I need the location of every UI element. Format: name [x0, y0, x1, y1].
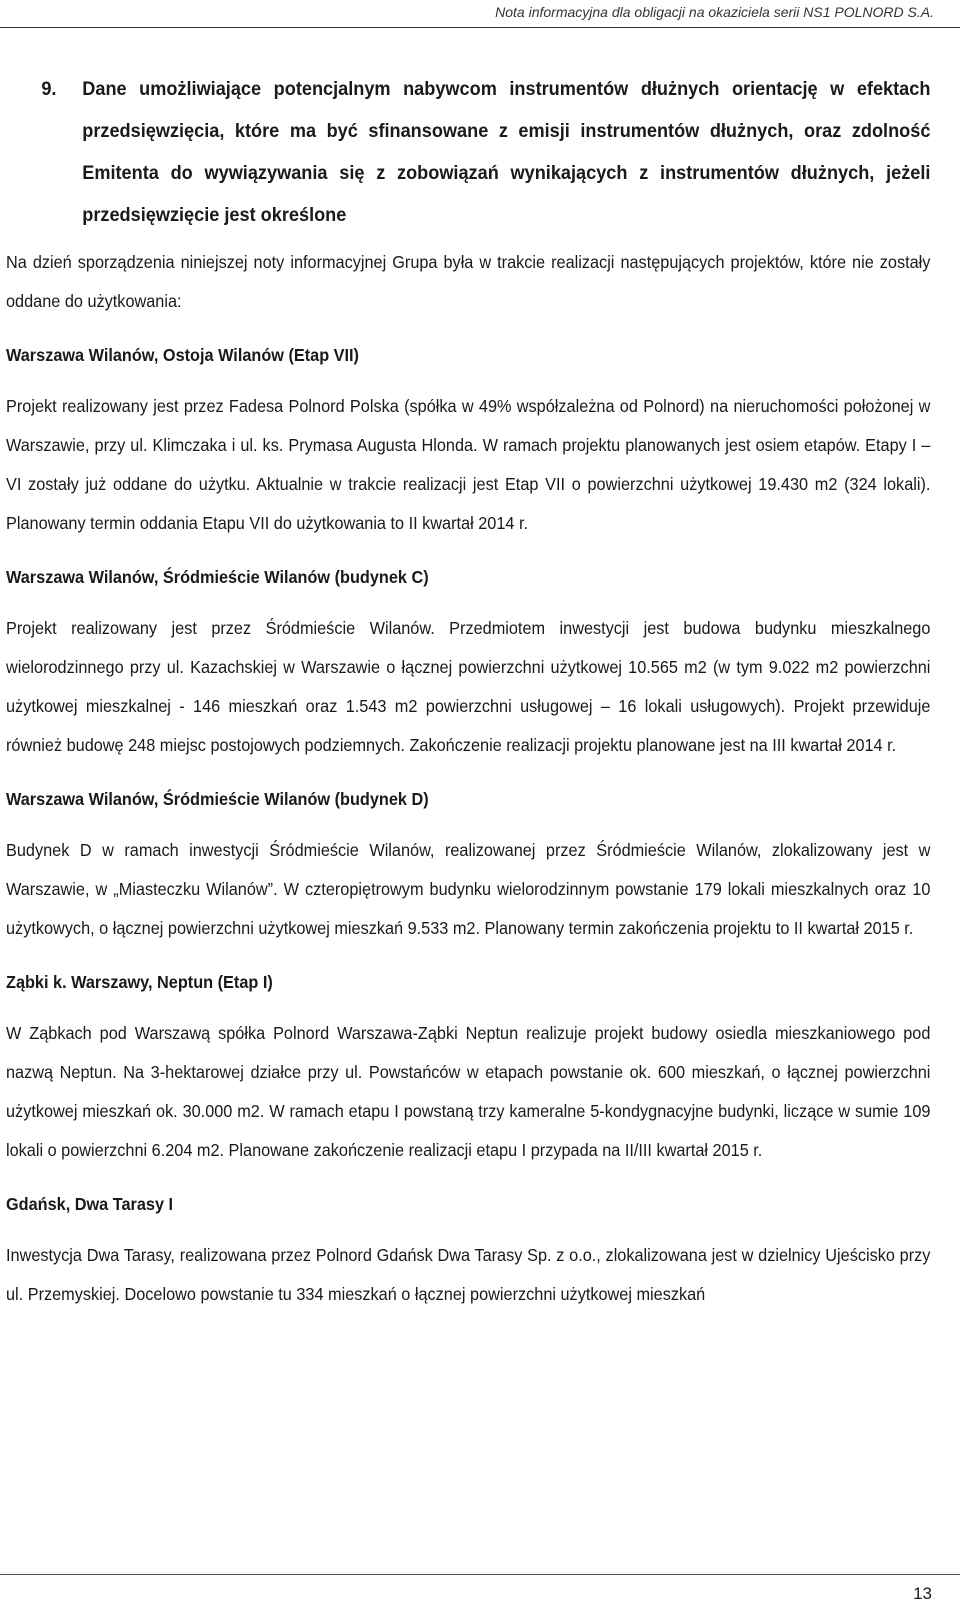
document-body	[6, 68, 931, 1314]
project-paragraph-ostoja-wilanow: Projekt realizowany jest przez Fadesa Polnord Polska (spółka w 49% współzależna od Polnord) na nieruchomości położonej w Warszawie, przy ul. Klimczaka i ul. ks. Prymasa Augusta Hlonda. W ramach projektu planowanych jest osiem etapów. Etapy I – VI zostały już oddane do użytku. Aktualnie w trakcie realizacji jest Etap VII o powierzchni użytkowej 19.430 m2 (324 lokali). Planowany termin oddania Etapu VII do użytkowania to II kwartał 2014 r.	[6, 396, 931, 533]
project-heading-budynek-d: Warszawa Wilanów, Śródmieście Wilanów (budynek D)	[6, 789, 429, 809]
project-paragraph-budynek-d: Budynek D w ramach inwestycji Śródmieście Wilanów, realizowanej przez Śródmieście Wilanów, zlokalizowany jest w Warszawie, w „Miasteczku Wilanów”. W czteropiętrowym budynku wielorodzinnym powstanie 179 lokali mieszkalnych oraz 10 użytkowych, o łącznej powierzchni użytkowej mieszkań 9.533 m2. Planowany termin zakończenia projektu to II kwartał 2015 r.	[6, 840, 931, 938]
section-heading	[6, 68, 930, 236]
project-heading-ostoja-wilanow: Warszawa Wilanów, Ostoja Wilanów (Etap VII)	[6, 345, 359, 365]
running-header: Nota informacyjna dla obligacji na okaziciela serii NS1 POLNORD S.A.	[495, 4, 934, 20]
page-number: 13	[913, 1584, 932, 1603]
project-paragraph-budynek-c: Projekt realizowany jest przez Śródmieście Wilanów. Przedmiotem inwestycji jest budowa budynku mieszkalnego wielorodzinnego przy ul. Kazachskiej w Warszawie o łącznej powierzchni użytkowej 10.565 m2 (w tym 9.022 m2 powierzchni użytkowej mieszkalnej - 146 mieszkań oraz 1.543 m2 powierzchni usługowej – 16 lokali usługowych). Projekt przewiduje również budowę 248 miejsc postojowych podziemnych. Zakończenie realizacji projektu planowane jest na III kwartał 2014 r.	[6, 618, 931, 755]
project-paragraph-dwa-tarasy: Inwestycja Dwa Tarasy, realizowana przez Polnord Gdańsk Dwa Tarasy Sp. z o.o., zlokalizowana jest w dzielnicy Ujeścisko przy ul. Przemyskiej. Docelowo powstanie tu 334 mieszkań o łącznej powierzchni użytkowej mieszkań	[6, 1245, 931, 1304]
intro-paragraph: Na dzień sporządzenia niniejszej noty informacyjnej Grupa była w trakcie realizacji następujących projektów, które nie zostały oddane do użytkowania:	[6, 252, 931, 311]
project-heading-dwa-tarasy: Gdańsk, Dwa Tarasy I	[6, 1194, 174, 1214]
project-heading-budynek-c: Warszawa Wilanów, Śródmieście Wilanów (budynek C)	[6, 567, 429, 587]
section-number: 9.	[41, 78, 57, 100]
project-paragraph-neptun: W Ząbkach pod Warszawą spółka Polnord Warszawa-Ząbki Neptun realizuje projekt budowy osiedla mieszkaniowego pod nazwą Neptun. Na 3-hektarowej działce przy ul. Powstańców w etapach powstanie ok. 600 mieszkań, o łącznej powierzchni użytkowej mieszkań ok. 30.000 m2. W ramach etapu I powstaną trzy kameralne 5-kondygnacyjne budynki, liczące w sumie 109 lokali o powierzchni 6.204 m2. Planowane zakończenie realizacji etapu I przypada na II/III kwartał 2015 r.	[6, 1023, 931, 1160]
footer-divider	[0, 1574, 960, 1575]
section-title: Dane umożliwiające potencjalnym nabywcom instrumentów dłużnych orientację w efektach przedsięwzięcia, które ma być sfinansowane z emisji instrumentów dłużnych, oraz zdolność Emitenta do wywiązywania się z zobowiązań wynikających z instrumentów dłużnych, jeżeli przedsięwzięcie jest określone	[82, 78, 931, 226]
project-heading-neptun: Ząbki k. Warszawy, Neptun (Etap I)	[6, 972, 273, 992]
header-divider	[0, 27, 960, 28]
